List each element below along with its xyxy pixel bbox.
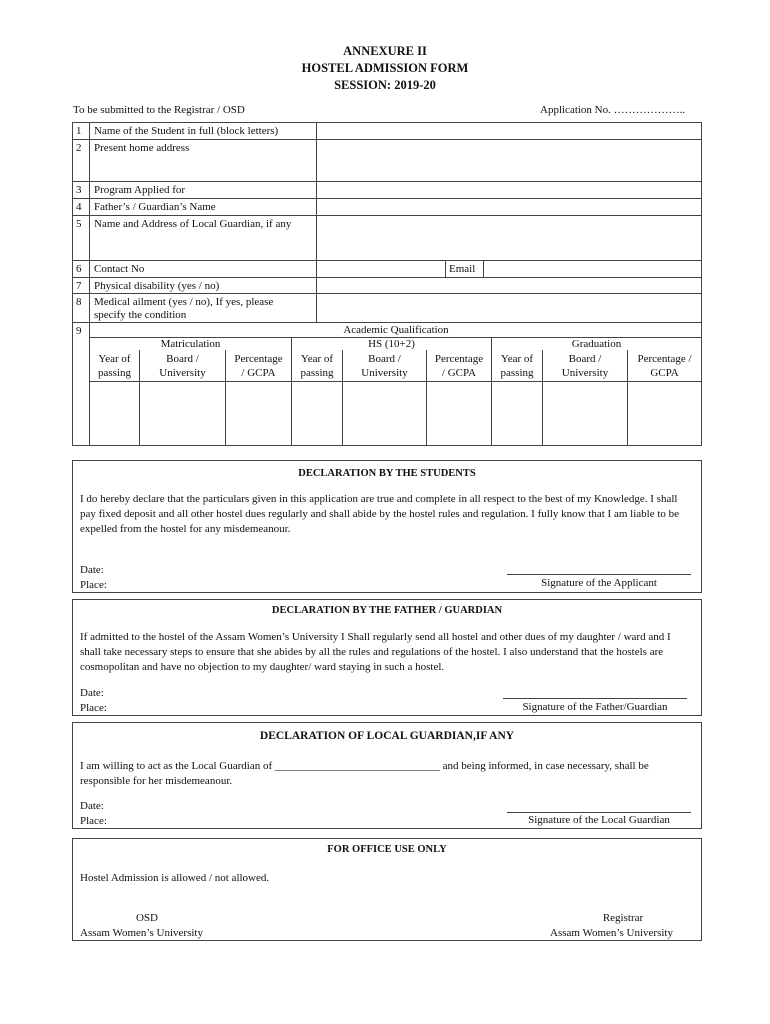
hs-board-field[interactable] (343, 382, 426, 445)
col-board-header: Board / University (561, 353, 609, 379)
student-name-label: Name of the Student in full (block letters) (94, 125, 279, 137)
field-number: 7 (76, 280, 82, 292)
field-number: 8 (76, 296, 82, 308)
application-number: Application No. ……………….. (540, 104, 686, 116)
registrar-label: Registrar (602, 912, 644, 924)
form-title: HOSTEL ADMISSION FORM (301, 61, 469, 75)
medical-label: Medical ailment (yes / no), If yes, please (94, 296, 274, 308)
session-title: SESSION: 2019-20 (334, 78, 436, 92)
contact-no-label: Contact No (94, 263, 145, 275)
disability-field[interactable] (317, 278, 700, 292)
grad-board-field[interactable] (543, 382, 627, 445)
registrar-university: Assam Women’s University (550, 927, 673, 939)
field-number: 4 (76, 201, 82, 213)
grad-year-field[interactable] (492, 382, 542, 445)
applicant-signature-label: Signature of the Applicant (541, 577, 657, 589)
field-number: 2 (76, 142, 82, 154)
col-percentage-header: Percentage / GCPA (637, 353, 692, 379)
admission-status-text: Hostel Admission is allowed / not allowed. (80, 872, 270, 884)
graduation-header: Graduation (571, 338, 622, 350)
local-guardian-declaration-heading: DECLARATION OF LOCAL GUARDIAN,IF ANY (259, 730, 515, 742)
father-declaration-box (72, 599, 702, 716)
matric-year-field[interactable] (90, 382, 139, 445)
local-guardian-label: Name and Address of Local Guardian, if any (94, 218, 292, 230)
place-label: Place: (80, 702, 107, 714)
matric-board-field[interactable] (140, 382, 225, 445)
col-percentage-header: Percentage / GCPA (434, 353, 484, 379)
hs-percentage-field[interactable] (427, 382, 491, 445)
local-guardian-declaration-text: I am willing to act as the Local Guardian of ______________________________ and being informed, in case necessary, shall be responsible for her misdemeanour. (80, 760, 649, 787)
local-guardian-field[interactable] (317, 216, 700, 259)
contact-no-field[interactable] (317, 261, 444, 276)
date-label: Date: (80, 564, 104, 576)
field-number: 1 (76, 125, 82, 137)
home-address-field[interactable] (317, 140, 700, 180)
place-label: Place: (80, 815, 107, 827)
hs-year-field[interactable] (292, 382, 342, 445)
local-guardian-signature-label: Signature of the Local Guardian (528, 814, 670, 826)
student-declaration-text: I do hereby declare that the particulars given in this application are true and complete in all respect to the best of my Knowledge. I shall pay fixed deposit and all other hostel dues regularly and shall abide by the hostel rules and regulation. I fully know that I am liable to be expelled from the hostel for any misdemeanour. (80, 493, 680, 535)
medical-field[interactable] (317, 294, 700, 321)
field-number: 3 (76, 184, 82, 196)
date-label: Date: (80, 687, 104, 699)
local-guardian-signature-line[interactable] (507, 812, 691, 813)
col-year-header: Year of passing (300, 353, 334, 379)
place-label: Place: (80, 579, 107, 591)
col-board-header: Board / University (159, 353, 206, 379)
matriculation-header: Matriculation (160, 338, 221, 350)
student-declaration-heading: DECLARATION BY THE STUDENTS (298, 468, 476, 479)
father-declaration-heading: DECLARATION BY THE FATHER / GUARDIAN (271, 605, 503, 616)
program-label: Program Applied for (94, 184, 186, 196)
email-label: Email (449, 263, 476, 275)
date-label: Date: (80, 800, 104, 812)
email-field[interactable] (484, 261, 700, 276)
academic-title: Academic Qualification (343, 324, 449, 336)
field-number: 6 (76, 263, 82, 275)
field-number: 5 (76, 218, 82, 230)
student-declaration-box (72, 460, 702, 593)
col-board-header: Board / University (361, 353, 408, 379)
applicant-signature-line[interactable] (507, 574, 691, 575)
annexure-title: ANNEXURE II (343, 44, 427, 58)
submit-to-text: To be submitted to the Registrar / OSD (73, 104, 245, 116)
osd-university: Assam Women’s University (80, 927, 203, 939)
father-signature-line[interactable] (503, 698, 687, 699)
grad-percentage-field[interactable] (628, 382, 701, 445)
disability-label: Physical disability (yes / no) (94, 280, 220, 292)
hs-header: HS (10+2) (368, 338, 415, 350)
office-use-box (72, 838, 702, 941)
guardian-name-label: Father’s / Guardian’s Name (94, 201, 216, 213)
col-year-header: Year of passing (98, 353, 131, 379)
office-use-heading: FOR OFFICE USE ONLY (327, 844, 447, 855)
home-address-label: Present home address (94, 142, 190, 154)
col-percentage-header: Percentage / GCPA (234, 353, 283, 379)
medical-label-cont: specify the condition (94, 309, 187, 321)
father-declaration-text: If admitted to the hostel of the Assam Women’s University I Shall regularly send all hostel and other dues of my daughter / ward and I shall take necessary steps to ensure that she abides by all the rules and regulations of the hostel. I also understand that the hostels are cosmopolitan and have no objection to my daughter/ ward staying in such a hostel. (80, 631, 671, 673)
field-number: 9 (76, 325, 82, 337)
guardian-name-field[interactable] (317, 199, 700, 214)
father-signature-label: Signature of the Father/Guardian (522, 701, 668, 713)
matric-percentage-field[interactable] (226, 382, 291, 445)
student-name-field[interactable] (317, 123, 700, 138)
local-guardian-declaration-box (72, 722, 702, 829)
program-field[interactable] (317, 182, 700, 197)
col-year-header: Year of passing (500, 353, 534, 379)
osd-label: OSD (135, 912, 158, 924)
